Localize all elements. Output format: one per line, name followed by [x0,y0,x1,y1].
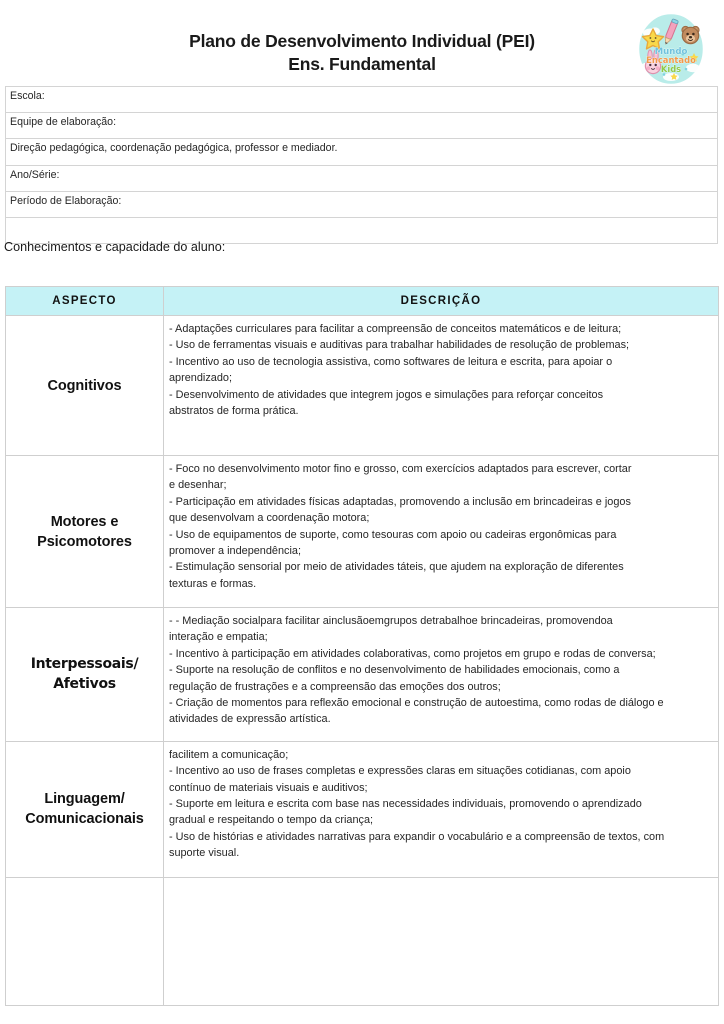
brand-logo [635,11,707,87]
aspect-label: Linguagem/ [44,791,125,808]
table-row [6,456,719,608]
description-cell-linguagem [164,741,719,877]
description-line: e desenhar; [169,479,227,492]
table-header-row [6,287,719,316]
form-row-escola [6,87,718,113]
description-line: - Uso de histórias e atividades narrativas para expandir o vocabulário e a compreensão de textos, com [169,830,665,843]
page-title [0,30,724,76]
student-info-form-table [5,86,718,244]
form-row-periodo [6,192,718,218]
aspect-cell-motores [6,456,164,608]
description-line: - Suporte em leitura e escrita com base nas necessidades individuais, promovendo o aprendizado [169,798,642,811]
description-cell-empty[interactable] [164,877,719,1005]
aspect-label: Interpessoais/ [30,656,139,673]
form-cell-equipe[interactable]: Equipe de elaboração: [6,113,718,139]
aspect-cell-cognitivos [6,316,164,456]
form-cell-escola[interactable]: Escola: [6,87,718,113]
aspect-label: Motores e [50,513,119,530]
description-line: gradual e respeitando o tempo da criança; [169,814,374,827]
logo-word-kids: Kids [660,64,682,74]
description-line: - Foco no desenvolvimento motor fino e grosso, com exercícios adaptados para escrever, cortar [169,463,632,475]
form-row-ano-serie [6,166,718,192]
form-cell-periodo[interactable]: Período de Elaboração: [6,192,718,218]
table-row [6,877,719,1005]
description-line: - Uso de equipamentos de suporte, como tesouras com apoio ou cadeiras ergonômicas para [169,528,617,541]
aspects-table [5,286,719,1006]
aspect-label-line2: Afetivos [53,676,116,693]
description-line: suporte visual. [169,847,240,860]
description-line: - Criação de momentos para reflexão emocional e construção de autoestima, como rodas de diálogo e [169,697,664,710]
aspect-label-line2: Psicomotores [37,533,132,550]
form-cell-direcao[interactable]: Direção pedagógica, coordenação pedagógica, professor e mediador. [6,139,718,166]
description-line: facilitem a comunicação; [169,748,289,761]
section-caption: Conhecimentos e capacidade do aluno: [4,240,226,254]
aspect-cell-empty[interactable] [6,877,164,1005]
description-line: interação e empatia; [169,631,268,644]
table-row [6,316,719,456]
description-line: - - Mediação socialpara facilitar ainclusãoemgrupos detrabalhoe brincadeiras, promovendoa [169,615,613,627]
aspect-label-line2: Comunicacionais [25,811,144,828]
description-cell-cognitivos [164,316,719,456]
description-line: regulação de frustrações e a compreensão das emoções dos outros; [169,680,501,693]
description-line: aprendizado; [169,372,232,385]
description-line: - Estimulação sensorial por meio de atividades táteis, que ajudem na exploração de diferentes [169,561,624,574]
description-line: - Participação em atividades físicas adaptadas, promovendo a inclusão em brincadeiras e jogos [169,495,631,508]
column-header-descricao: DESCRIÇÃO [164,287,719,316]
aspect-cell-linguagem [6,741,164,877]
logo-word-mundo: Mundo [654,47,688,57]
description-line: contínuo de materiais visuais e auditivos; [169,781,368,794]
description-line: promover a independência; [169,545,301,558]
teddy-bear-icon [682,26,699,43]
description-line: abstratos de forma prática. [169,405,299,418]
description-line: - Incentivo ao uso de frases completas e expressões claras em situações cotidianas, com apoio [169,765,631,778]
logo-word-encantado: Encantado [646,55,696,65]
description-cell-interpessoais [164,608,719,742]
description-line: que desenvolvam a coordenação motora; [169,512,370,525]
description-line: - Suporte na resolução de conflitos e no desenvolvimento de habilidades emocionais, como a [169,664,620,677]
aspect-label: Cognitivos [47,377,122,394]
column-header-aspecto: ASPECTO [6,287,164,316]
description-line: - Incentivo ao uso de tecnologia assistiva, como softwares de leitura e escrita, para apoiar o [169,355,613,368]
title-line-1: Plano de Desenvolvimento Individual (PEI) [189,31,535,51]
form-cell-ano-serie[interactable]: Ano/Série: [6,166,718,192]
title-line-2: Ens. Fundamental [288,54,436,74]
form-row-equipe [6,113,718,139]
description-line: - Uso de ferramentas visuais e auditivas para trabalhar habilidades de resolução de problemas; [169,339,630,352]
document-header [0,0,724,86]
description-spacer [169,728,716,736]
table-row [6,608,719,742]
table-row [6,741,719,877]
description-line: - Adaptações curriculares para facilitar a compreensão de conceitos matemáticos e de leitura; [169,323,622,335]
description-line: atividades de expressão artística. [169,713,331,726]
description-line: - Desenvolvimento de atividades que integrem jogos e simulações para reforçar conceitos [169,388,604,401]
form-row-direcao [6,139,718,166]
description-cell-motores [164,456,719,608]
logo-badge-icon [635,11,707,87]
aspect-cell-interpessoais [6,608,164,742]
description-line: texturas e formas. [169,577,257,590]
description-line: - Incentivo à participação em atividades colaborativas, como projetos em grupo e rodas de conversa; [169,647,656,660]
